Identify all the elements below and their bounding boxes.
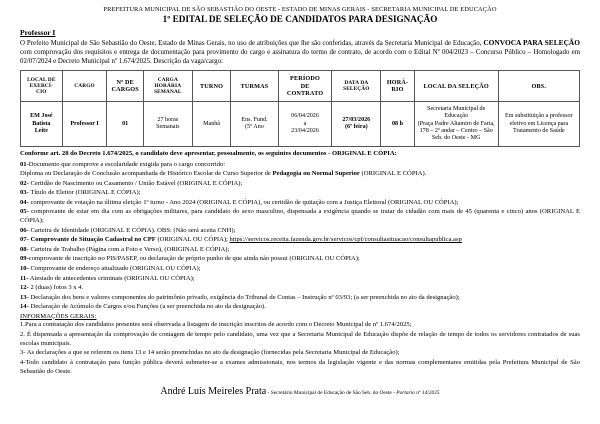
requirement-item-06 (20, 226, 580, 235)
requirement-item-14-number: 14- (20, 303, 29, 311)
cell-periodo-l3: 23/04/2026 (291, 127, 319, 134)
col-header-carga-horaria (143, 71, 192, 102)
requirement-item-05 (20, 207, 580, 225)
requirement-item-13-number: 13- (20, 293, 29, 301)
cell-turmas-l1: Ens. Fund. (241, 117, 268, 124)
general-info-item-2: 2. É dispensada a apresentação da comprovação de contagem de tempo pelo candidato, uma vez que a Secretaria Municipal de Educação dispõe de relação de tempo de todos os servidores contratados de suas escolas municipais. (20, 330, 580, 347)
requirement-item-11 (20, 274, 580, 283)
cell-local-exercicio (21, 102, 63, 147)
col-header-periodo-l3: CONTRATO (286, 89, 324, 97)
signatory-portaria-text: Portaria nº 14/2025 (396, 389, 440, 396)
requirement-item-03-text: Título de Eleitor (ORIGINAL E CÓPIA); (28, 189, 141, 197)
requirement-item-14 (20, 302, 580, 311)
requirement-item-10 (20, 264, 580, 273)
cell-local-selecao-l2: (Praça Padre Altamiro de Faria, (417, 120, 495, 127)
vacancy-table (20, 70, 580, 147)
table-row (21, 102, 580, 147)
cell-local-exercicio-l1: EM José (30, 113, 53, 120)
requirement-item-11-text: Atestado de antecedentes criminais (ORIGINAL OU CÓPIA); (28, 274, 195, 282)
col-header-carga-l1: CARGA (157, 76, 178, 83)
requirement-item-03-number: 03- (20, 189, 29, 197)
general-info-item-1: 1.Para a contratação dos candidatos presentes será observada a listagem de inscrição inscritos de acordo com o Decreto Municipal de nº 1.674/2025; (20, 321, 412, 329)
cell-n-cargos: 01 (107, 102, 144, 147)
cell-local-exercicio-l2: Batista (32, 120, 51, 127)
requirement-item-05-number: 05- (20, 208, 29, 216)
table-header-row (21, 71, 580, 102)
requirement-item-04 (20, 198, 580, 207)
col-header-obs (498, 71, 579, 102)
intro-emphasis: CONVOCA PARA SELEÇÃO (483, 37, 580, 47)
requirement-item-02 (20, 179, 580, 188)
header-institution-line: PREFEITURA MUNICIPAL DE SÃO SEBASTIÃO DO OESTE - ESTADO DE MINAS GERAIS - SECRETARIA MUNICIPAL DE EDUCAÇÃO (103, 6, 497, 13)
requirement-item-02-text: Certidão de Nascimento ou Casamento / União Estável (ORIGINAL E CÓPIA); (28, 179, 243, 187)
requirement-item-02-number: 02- (20, 179, 29, 187)
cell-turmas (231, 102, 278, 147)
cell-obs-l1: Em substituição a professor (505, 113, 573, 120)
general-info-title: INFORMAÇÕES GERAIS: (20, 312, 97, 320)
requirement-item-01-detail-pre: Diploma ou Declaração de Conclusão acompanhada de Histórico Escolar de Curso Superior de (20, 170, 273, 178)
col-header-n-cargos-l2: CARGOS (111, 86, 139, 94)
cell-horario: 08 h (381, 102, 415, 147)
requirements-lead: Conforme art. 28 do Decreto 1.674/2025, o candidato deve apresentar, pessoalmente, os seguintes documentos - ORIGINAL E CÓPIA: (20, 150, 397, 158)
document-header (20, 6, 580, 25)
cell-turno: Manhã (192, 102, 231, 147)
col-header-n-cargos-l1: Nº DE (116, 78, 134, 86)
requirement-item-06-text: Carteira de Identidade (ORIGINAL E CÓPIA). OBS: (Não será aceita CNH); (28, 226, 236, 234)
cell-local-selecao (414, 102, 498, 147)
requirement-item-14-text: Declaração de Acúmulo de Cargos e/ou Funções (a ser preenchida no ato da designação). (28, 303, 266, 311)
cell-carga-horaria-l2: Semanais (156, 124, 180, 131)
requirement-item-09-text: comprovante de inscrição no PIS/PASEP, ou declaração de próprio punho de que ainda não possui (ORIGINAL OU CÓPIA); (28, 255, 360, 263)
col-header-turmas (231, 71, 278, 102)
requirement-item-01-number: 01- (20, 160, 29, 168)
cpf-consultation-link[interactable]: https://servicos.receita.fazenda.gov.br/servicos/cpf/consultasituacao/consultapublica.asp (229, 236, 462, 244)
cell-data-selecao-l1: 27/03/2026 (342, 117, 371, 124)
document-title: 1º EDITAL DE SELEÇÃO DE CANDIDATOS PARA DESIGNAÇÃO (162, 14, 438, 25)
requirement-item-01-detail-bold: Pedagogia ou Normal Superior (272, 170, 360, 178)
cell-turmas-l2: (5º Ano (245, 124, 264, 131)
cell-local-selecao-l3: 178 – 2º andar – Centro – São (419, 127, 493, 134)
col-header-local-selecao-l1: LOCAL DA SELEÇÃO (423, 82, 489, 90)
requirement-item-10-text: Comprovante de endereço atualizado (ORIGINAL OU CÓPIA); (28, 265, 201, 272)
col-header-turno-l1: TURNO (199, 82, 224, 90)
requirement-item-08-text: Carteira de Trabalho (Página com a Foto e Verso), (ORIGINAL E CÓPIA); (28, 245, 230, 253)
col-header-carga-l2: HORÁRIA (154, 83, 182, 90)
requirement-item-07-number: 07- (20, 236, 29, 244)
role-title: Professor I (20, 27, 56, 37)
requirement-item-01-detail-post: (ORIGINAL E CÓPIA). (359, 170, 427, 178)
signatory-portaria (396, 390, 439, 396)
col-header-turno (192, 71, 231, 102)
col-header-periodo-l2: DE (300, 82, 310, 90)
intro-text-part2: com comprovação dos requisitos e entrega de documentação para provimento do cargo e assinatura do termo de contrato, de acordo com o Edital Nº 004/2023 – Concurso Público – Homologado em 02/07/2024 e Decreto Municipal nº 1.674/2025. Descrição da vaga/cargo: (20, 49, 580, 66)
signatory-role: - Secretário Municipal de Educação de São Seb. do Oeste - (266, 389, 397, 396)
cell-obs (498, 102, 579, 147)
requirement-item-07-text: (ORIGINAL OU CÓPIA); (155, 236, 230, 244)
requirement-item-13 (20, 293, 580, 302)
cell-data-selecao (332, 102, 381, 147)
col-header-horario-l1: HORÁ- (386, 78, 409, 86)
cell-carga-horaria (143, 102, 192, 147)
cell-data-selecao-l2: (6ª feira) (345, 124, 368, 131)
requirement-item-09 (20, 254, 580, 263)
requirement-item-11-number: 11- (20, 274, 29, 282)
intro-text-part1: O Prefeito Municipal de São Sebastião do Oeste, Estado de Minas Gerais, no uso de atribuições que lhe são conferidas, através da Secretaria Municipal de Educação, (20, 39, 484, 47)
requirement-item-13-text: Declaração dos bens e valores componentes do patrimônio privado, exigência do Tribunal de Contas – Instrução nº 03/93; (a ser preenchida no ato da designação); (28, 293, 460, 301)
cell-local-selecao-l4: Seb. do Oeste - MG (431, 135, 481, 142)
col-header-data-l2: SELEÇÃO (343, 86, 370, 93)
signatory-name: André Luís Meireles Prata (160, 385, 267, 397)
cell-periodo-contrato (278, 102, 332, 147)
requirement-item-03 (20, 188, 580, 197)
cell-periodo-l2: a (303, 120, 307, 127)
requirement-item-07 (20, 235, 580, 244)
general-info-item-3: 3- As declarações a que se referem os itens 13 e 14 serão preenchidas no ato da designação (fornecidas pela Secretaria Municipal de Educação); (20, 349, 400, 357)
general-info-item-4: 4-Todo candidato à contratação para função pública deverá submeter-se a exames admissionais, nos termos da legislação vigente e das normas complementares emitidas pela Prefeitura Municipal de São Sebastião do Oeste. (20, 358, 580, 375)
requirement-item-12-text: 2 (duas) fotos 3 x 4. (28, 284, 84, 292)
requirement-item-01 (20, 160, 580, 169)
col-header-local-selecao (414, 71, 498, 102)
cell-obs-l2: efetivo em Licença para (509, 120, 569, 127)
requirement-item-12-number: 12- (20, 284, 29, 292)
requirement-item-04-text: comprovante de votação na última eleição 1º turno - Ano 2024 (ORIGINAL E CÓPIA), ou certidão de quitação com a Justiça Eleitoral (ORIGINAL OU CÓPIA); (28, 198, 459, 206)
requirement-item-01-detail (20, 169, 580, 178)
requirement-item-01-text: Documento que comprove a escolaridade exigida para o cargo concorrido: (28, 160, 226, 168)
intro-paragraph (20, 38, 580, 66)
requirement-item-06-number: 06- (20, 226, 29, 234)
col-header-data-l1: DATA DA (344, 80, 369, 87)
col-header-local-exercicio-l2: EXERCÍ- (29, 83, 54, 90)
requirement-item-05-text: comprovante de estar em dia com as obrigações militares, para candidato do sexo masculino, dispensada a exigência quando se tratar de cidadão com mais de 45 (quarenta e cinco) anos (ORIGINAL E CÓPIA); (20, 208, 580, 225)
col-header-periodo-l1: PERÍODO (290, 75, 320, 83)
cell-cargo: Professor I (62, 102, 107, 147)
col-header-n-cargos (107, 71, 144, 102)
col-header-cargo-l1: CARGO (74, 83, 95, 90)
col-header-horario-l2: RIO (391, 86, 404, 94)
col-header-periodo-contrato (278, 71, 332, 102)
cell-local-exercicio-l3: Leite (34, 127, 48, 134)
requirement-item-09-number: 09- (20, 255, 29, 263)
requirement-item-12 (20, 283, 580, 292)
cell-local-selecao-l1: Secretaria Municipal de Educação (427, 106, 486, 120)
requirement-item-08 (20, 245, 580, 254)
requirement-item-04-number: 04- (20, 198, 29, 206)
requirement-item-08-number: 08- (20, 245, 29, 253)
col-header-local-exercicio-l1: LOCAL DE (27, 76, 56, 83)
col-header-local-exercicio-l3: CIO (36, 89, 47, 96)
col-header-local-exercicio (21, 71, 63, 102)
requirement-item-07-bold: Comprovante de Situação Cadastral no CPF (28, 236, 156, 244)
col-header-data-selecao (332, 71, 381, 102)
col-header-turmas-l1: TURMAS (240, 82, 269, 90)
cell-obs-l3: Tratamento de Saúde (513, 127, 565, 134)
cell-carga-horaria-l1: 27 horas (157, 117, 179, 124)
col-header-obs-l1: OBS. (531, 82, 547, 90)
cell-periodo-l1: 06/04/2026 (291, 113, 319, 120)
col-header-horario (381, 71, 415, 102)
signature-block (20, 380, 580, 399)
requirement-item-10-number: 10- (20, 265, 29, 272)
col-header-carga-l3: SEMANAL (154, 89, 182, 96)
col-header-cargo (62, 71, 107, 102)
